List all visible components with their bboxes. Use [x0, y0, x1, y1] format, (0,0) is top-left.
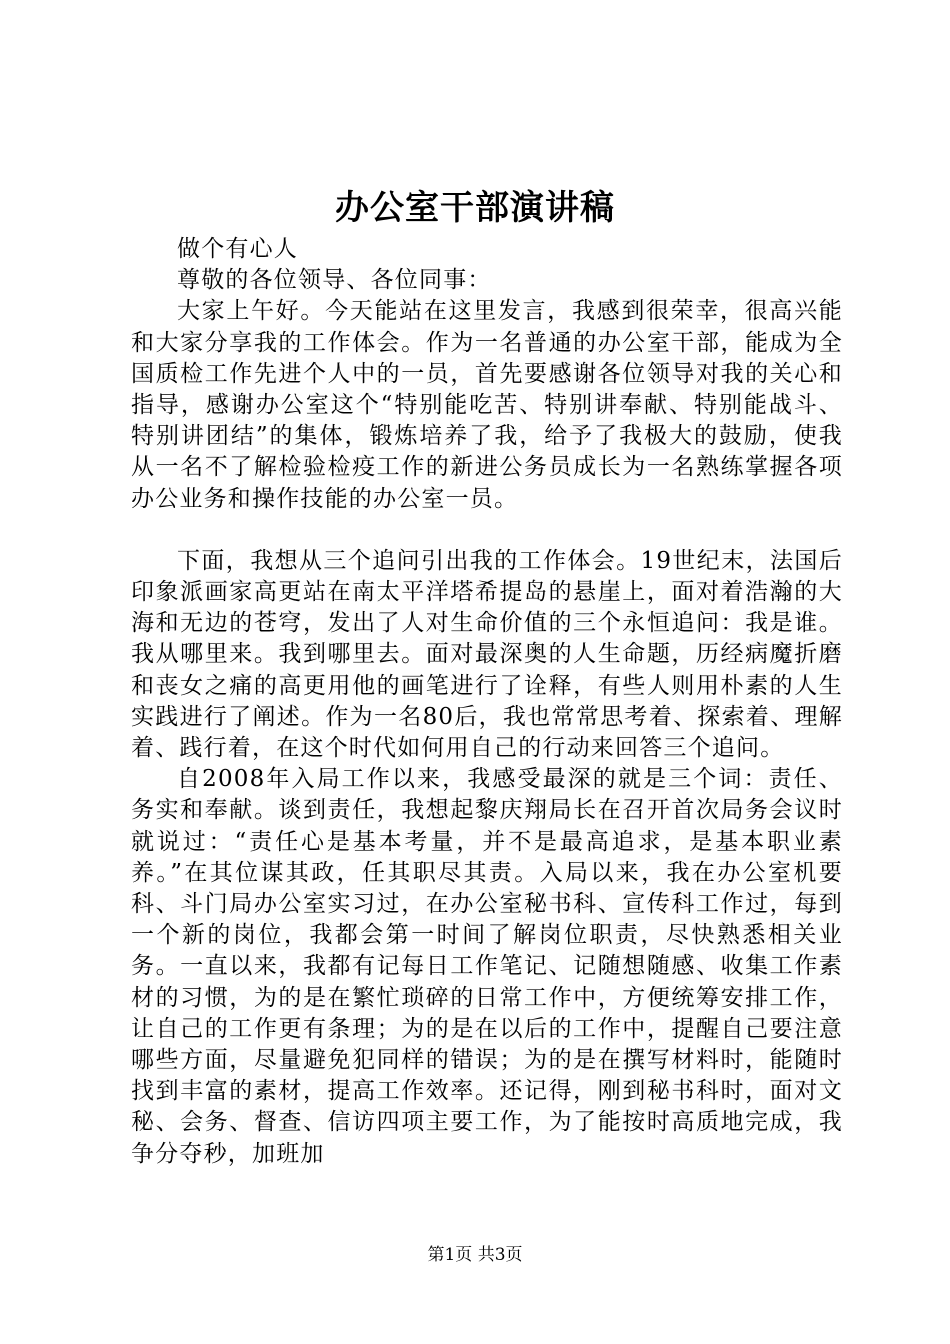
paragraph-responsibility: 自2008年入局工作以来，我感受最深的就是三个词：责任、务实和奉献。谈到责任，我想起黎庆翔局长在召开首次局务会议时就说过：“责任心是基本考量，并不是最高追求，是基本职业素养。”在其位谋其政，任其职尽其责。入局以来，我在办公室机要科、斗门局办公室实习过，在办公室秘书科、宣传科工作过，每到一个新的岗位，我都会第一时间了解岗位职责，尽快熟悉相关业务。一直以来，我都有记每日工作笔记、记随想随感、收集工作素材的习惯，为的是在繁忙琐碎的日常工作中，方便统筹安排工作，让自己的工作更有条理；为的是在以后的工作中，提醒自己要注意哪些方面，尽量避免犯同样的错误；为的是在撰写材料时，能随时找到丰富的素材，提高工作效率。还记得，刚到秘书科时，面对文秘、会务、督查、信访四项主要工作，为了能按时高质地完成，我争分夺秒，加班加	[131, 766, 843, 1167]
paragraph-three-questions: 下面，我想从三个追问引出我的工作体会。19世纪末，法国后印象派画家高更站在南太平洋塔希提岛的悬崖上，面对着浩瀚的大海和无边的苍穹，发出了人对生命价值的三个永恒追问：我是谁。我从哪里来。我到哪里去。面对最深奥的人生命题，历经病魔折磨和丧女之痛的高更用他的画笔进行了诠释，有些人则用朴素的人生实践进行了阐述。作为一名80后，我也常常思考着、探索着、理解着、践行着，在这个时代如何用自己的行动来回答三个追问。	[131, 547, 843, 762]
paragraph-opening: 大家上午好。今天能站在这里发言，我感到很荣幸，很高兴能和大家分享我的工作体会。作为一名普通的办公室干部，能成为全国质检工作先进个人中的一员，首先要感谢各位领导对我的关心和指导，感谢办公室这个“特别能吃苦、特别讲奉献、特别能战斗、特别讲团结”的集体，锻炼培养了我，给予了我极大的鼓励，使我从一名不了解检验检疫工作的新进公务员成长为一名熟练掌握各项办公业务和操作技能的办公室一员。	[131, 298, 843, 512]
document-title: 办公室干部演讲稿	[335, 188, 615, 228]
paragraph-subtitle: 做个有心人	[177, 236, 298, 262]
document-body	[131, 234, 843, 1170]
paragraph-salutation: 尊敬的各位领导、各位同事：	[177, 267, 492, 294]
page-number-footer: 第1页 共3页	[427, 1245, 523, 1265]
